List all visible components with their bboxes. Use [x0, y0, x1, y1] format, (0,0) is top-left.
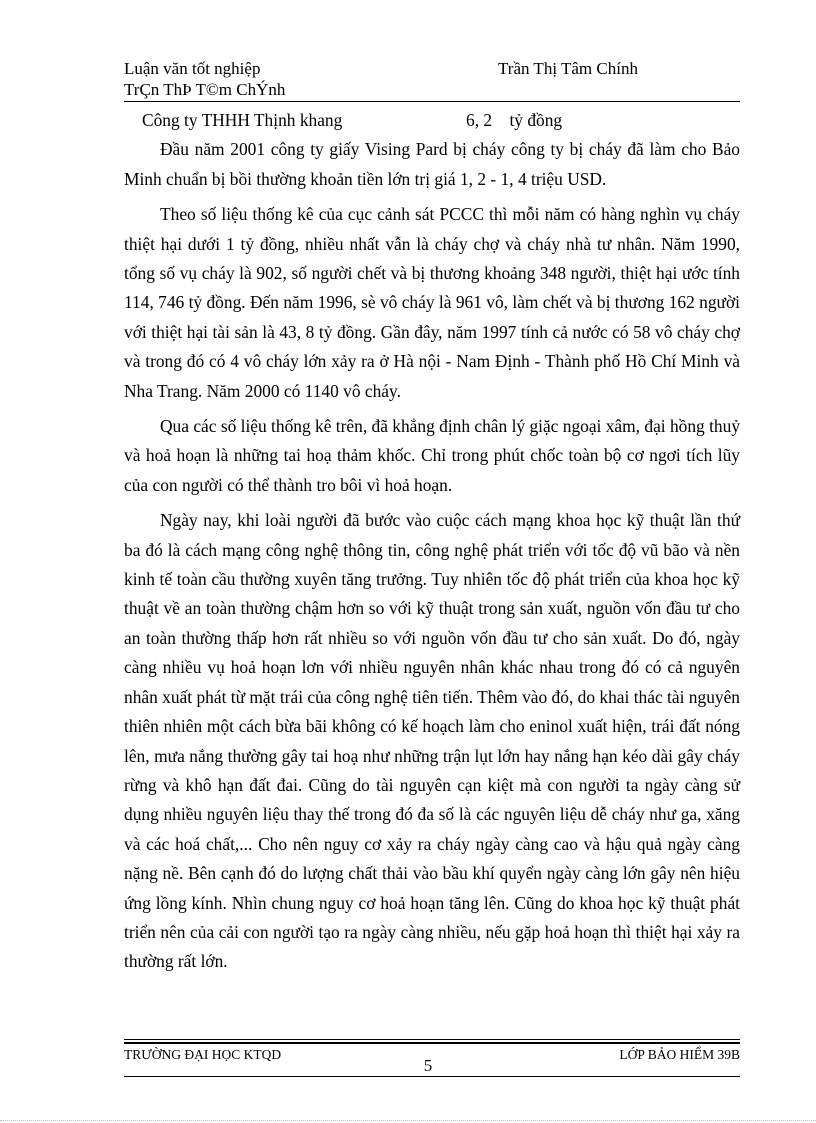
company-line — [142, 106, 740, 135]
page-bottom-edge — [0, 1120, 816, 1121]
footer-school: TRƯỜNG ĐẠI HỌC KTQD — [124, 1047, 282, 1062]
header-divider — [124, 101, 740, 102]
company-damage-value: 6, 2 tỷ đồng — [466, 110, 563, 130]
header-author: Trần Thị Tâm Chính — [498, 59, 638, 78]
footer-bottom-rule — [124, 1076, 740, 1077]
header-garbled-author: TrÇn ThÞ T©m ChÝnh — [124, 80, 286, 99]
paragraph-conclusion: Qua các số liệu thống kê trên, đã khẳng định chân lý giặc ngoại xâm, đại hồng thuỷ và hoả hoạn là những tai hoạ thảm khốc. Chỉ trong phút chốc toàn bộ cơ ngơi tích lũy của con người có thể thành tro bôi vì hoả hoạn. — [124, 416, 741, 495]
paragraph-bao-minh: Đầu năm 2001 công ty giấy Vising Pard bị cháy công ty bị cháy đã làm cho Bảo Minh chuẩn bị bồi thường khoản tiền lớn trị giá 1, 2 - 1, 4 triệu USD. — [124, 139, 740, 189]
footer-divider-thin — [124, 1039, 740, 1040]
header-title: Luận văn tốt nghiệp — [124, 59, 261, 78]
page-number: 5 — [423, 1056, 433, 1075]
paragraph-statistics: Theo số liệu thống kê của cục cảnh sát PCCC thì mỗi năm có hàng nghìn vụ cháy thiệt hại dưới 1 tỷ đồng, nhiều nhất vẫn là cháy chợ và cháy nhà tư nhân. Năm 1990, tổng số vụ cháy là 902, số người chết và bị thương khoảng 348 người, thiệt hại ước tính 114, 746 tỷ đồng. Đến năm 1996, sè vô cháy là 961 vô, làm chết và bị thương 162 người với thiệt hại tài sản là 43, 8 tỷ đồng. Gần đây, năm 1997 tính cả nước có 58 vô cháy chợ và trong đó có 4 vô cháy lớn xảy ra ở Hà nội - Nam Định - Thành phố Hồ Chí Minh và Nha Trang. Năm 2000 có 1140 vô cháy. — [124, 204, 740, 401]
running-header — [124, 58, 740, 80]
company-name: Công ty THHH Thịnh khang — [142, 110, 343, 130]
footer-class: LỚP BẢO HIỂM 39B — [619, 1047, 740, 1062]
paragraph-modern-risks: Ngày nay, khi loài người đã bước vào cuộc cách mạng khoa học kỹ thuật lần thứ ba đó là cách mạng công nghệ thông tin, công nghệ phát triển với tốc độ vũ bão và nền kinh tế toàn cầu thường xuyên tăng trưởng. Tuy nhiên tốc độ phát triển của khoa học kỹ thuật về an toàn thường chậm hơn so với kỹ thuật trong sản xuất, nguồn vốn đầu tư cho an toàn thường thấp hơn rất nhiều so với nguồn vốn đầu tư cho sản xuất. Do đó, ngày càng nhiều vụ hoả hoạn lơn với nhiều nguyên nhân khác nhau trong đó có cả nguyên nhân xuất phát từ mặt trái của công nghệ tiên tiến. Thêm vào đó, do khai thác tài nguyên thiên nhiên một cách bừa bãi không có kế hoạch làm cho eninol xuất hiện, trái đất nóng lên, mưa nắng thường gây tai hoạ như những trận lụt lớn hay nắng hạn kéo dài gây cháy rừng và khô hạn đất đai. Cũng do tài nguyên cạn kiệt mà con người ta ngày càng sử dụng nhiều nguyên liệu thay thế trong đó đa số là các nguyên liệu dễ cháy như ga, xăng và các hoá chất,... Cho nên nguy cơ xảy ra cháy ngày càng cao và hậu quả ngày càng nặng nề. Bên cạnh đó do lượng chất thải vào bầu khí quyển ngày càng lớn gây nên hiệu ứng lồng kính. Nhìn chung nguy cơ hoả hoạn tăng lên. Cũng do khoa học kỹ thuật phát triển nên của cải con người tạo ra ngày càng nhiều, nếu gặp hoả hoạn thì thiệt hại xảy ra thường rất lớn. — [124, 510, 740, 972]
footer-divider-thick — [124, 1042, 740, 1044]
body-text — [124, 106, 740, 983]
